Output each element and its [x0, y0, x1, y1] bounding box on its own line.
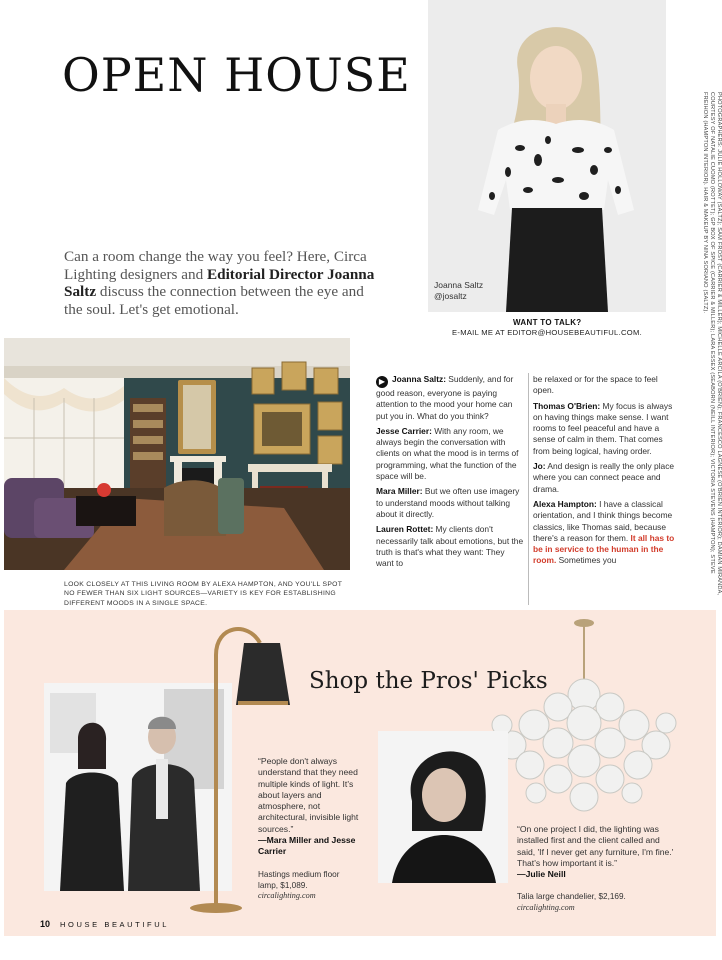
speaker-text: Suddenly, and for good reason, everyone is paying attention to the mood your home can put you in. What do you think? [376, 374, 514, 421]
interview-paragraph [533, 499, 675, 567]
interview-column-1 [376, 374, 524, 573]
product-name: Talia large chandelier, $2,169. [517, 892, 626, 901]
portrait-illustration [428, 0, 666, 312]
interview-column-2 [533, 374, 675, 571]
contact-heading: WANT TO TALK? [513, 318, 582, 327]
interview-paragraph [376, 426, 524, 482]
magazine-name: HOUSE BEAUTIFUL [60, 920, 170, 929]
portrait-handle: @josaltz [434, 291, 467, 301]
product-chandelier [517, 892, 657, 913]
contact-email: E-MAIL ME AT EDITOR@HOUSEBEAUTIFUL.COM. [452, 328, 643, 337]
interview-paragraph [376, 486, 524, 520]
speaker-text: And design is really the only place where you can connect peace and drama. [533, 461, 675, 494]
living-room-caption: LOOK CLOSELY AT THIS LIVING ROOM BY ALEXA HAMPTON, AND YOU'LL SPOT NO FEWER THAN SIX LIGHT SOURCES—VARIETY IS KEY FOR ESTABLISHING DIFFERENT MOODS IN A SINGLE SPACE. [64, 581, 343, 607]
speaker-name: Alexa Hampton: [533, 498, 597, 509]
portrait-name: Joanna Saltz [434, 280, 484, 290]
quote-text: “People don't always understand that they need multiple kinds of light. It's about layers and atmosphere, not architectural, invisible light sources.” [258, 756, 359, 834]
product-site-link[interactable]: circalighting.com [258, 891, 316, 900]
product-site-link[interactable]: circalighting.com [517, 902, 575, 912]
speaker-name: Lauren Rottet: [376, 524, 434, 535]
product-name: Hastings medium floor lamp, $1,089. [258, 870, 340, 890]
page-title: OPEN HOUSE [62, 48, 411, 102]
pull-highlight: It all has to be in service to the human in the room. [533, 532, 675, 566]
shop-title: Shop the Pros' Picks [309, 668, 548, 694]
speaker-name: Joanna Saltz: [392, 374, 446, 384]
speaker-text: My clients don't necessarily talk about emotions, but the truth is that's what they want: They want to [376, 524, 524, 569]
chandelier-image [486, 615, 682, 825]
speaker-name: Thomas O'Brien: [533, 400, 601, 411]
quote-attribution: —Julie Neill [517, 869, 566, 880]
quote-neill [517, 824, 675, 880]
neill-illustration [378, 731, 508, 883]
page-number: 10 [40, 919, 51, 929]
speaker-text: But we often use imagery to understand moods without talking about it directly. [376, 486, 520, 519]
interview-paragraph [533, 461, 675, 495]
quote-miller-carrier [258, 756, 370, 858]
column-divider [528, 373, 529, 605]
photo-credits: PHOTOGRAPHERS: JULIE HOLLOWAY (SALTZ); SAM FROST (CARRIER & MILLER); MICHELLE ARCILA (O'BRIEN); FRANCESCO LAGNESE (O'BRIEN INTERIOR); DAMIAN MIRANDA, COURTESY OF NATALIE CUOMO (ROTTET); GP BOX OF SPICE (CARRIER & MILLER); LARA ESSEX (SEABORN (NEILL INTERIOR); VICTORIA STEVENS (HAMPTON); STEVE FREIHON (HAMPTON INTERIOR). HAIR & MAKEUP BY NINA SORIANO (SALTZ). [701, 92, 722, 596]
interview-paragraph [376, 524, 524, 569]
interview-paragraph [533, 401, 675, 457]
intro-text [64, 248, 384, 318]
speaker-text: With any room, we always begin the conversation with clients on what the mood is in terms of programming, what the function of the space will be. [376, 425, 519, 482]
product-floor-lamp [258, 870, 358, 902]
intro-tail: discuss the connection between the eye and the soul. Let's get emotional. [64, 283, 364, 318]
quote-attribution: —Mara Miller and Jesse Carrier [258, 835, 356, 857]
living-room-photo [4, 338, 350, 570]
speaker-text: Sometimes you [556, 555, 617, 566]
neill-photo [378, 731, 508, 883]
speaker-name: Mara Miller: [376, 486, 423, 497]
quote-text: “On one project I did, the lighting was installed first and the client called and said, 'If I never get any furniture, I'm fine.' That's how important it is.” [517, 824, 674, 868]
portrait-photo [428, 0, 666, 312]
interview-paragraph [376, 374, 524, 422]
speaker-text: I have a classical orientation, and I think things become classics, like Thomas said, because there's a reason for them. [533, 498, 673, 543]
portrait-caption [434, 280, 483, 302]
interview-continuation: be relaxed or for the space to feel open. [533, 374, 658, 396]
speaker-text: My focus is always on having things make sense. I want rooms to feel peaceful and have a sense of calm in them. That comes from being logical, having order. [533, 400, 673, 456]
speaker-name: Jesse Carrier: [376, 425, 432, 436]
intro-highlight: Editorial Director Joanna Saltz [64, 265, 375, 300]
arrow-right-icon: ▶ [376, 376, 388, 388]
speaker-name: Jo: [533, 461, 546, 472]
intro-lead: Can a room change the way you feel? Here, Circa Lighting designers and [64, 248, 367, 283]
living-room-illustration [4, 338, 350, 570]
